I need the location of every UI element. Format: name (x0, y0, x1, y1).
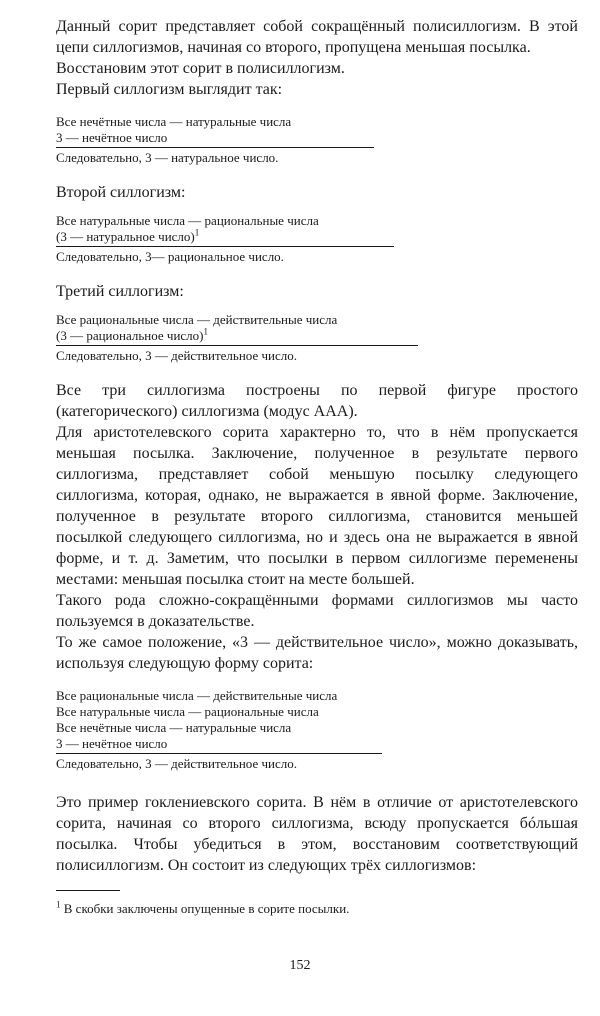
paragraph-usage-note: Такого рода сложно-сокращёнными формами силлогизмов мы часто пользуемся в доказательстве. (56, 592, 578, 630)
syllogism-2-minor-premise (56, 229, 394, 247)
paragraph-alternative-proof: То же самое положение, «3 — действительное число», можно доказывать, используя следующую форму сорита: (56, 634, 578, 672)
syllogism-3-major-premise: Все рациональные числа — действительные числа (56, 312, 338, 327)
footnote-text: В скобки заключены опущенные в сорите посылки. (63, 901, 350, 916)
footnote-divider (56, 890, 120, 891)
sorites-premise-1: Все рациональные числа — действительные числа (56, 688, 338, 703)
syllogism-1-conclusion: Следовательно, 3 — натуральное число. (56, 150, 279, 165)
syllogism-2-conclusion: Следовательно, 3— рациональное число. (56, 249, 284, 264)
syllogism-1 (56, 114, 578, 166)
footnote-mark: 1 (56, 899, 61, 910)
syllogism-2 (56, 213, 578, 265)
paragraph-third-syllogism-heading: Третий силлогизм: (56, 283, 184, 300)
page-number: 152 (289, 958, 311, 973)
sorites-conclusion: Следовательно, 3 — действительное число. (56, 756, 297, 771)
paragraph-intro: Данный сорит представляет собой сокращённый полисиллогизм. В этой цепи силлогизмов, начиная со второго, пропущена меньшая посылка. (56, 18, 578, 56)
page-content (56, 16, 578, 917)
syllogism-3-minor-premise (56, 328, 418, 346)
sorites-premise-3: Все нечётные числа — натуральные числа (56, 720, 292, 735)
syllogism-3-conclusion: Следовательно, 3 — действительное число. (56, 348, 297, 363)
paragraph-restore: Восстановим этот сорит в полисиллогизм. (56, 60, 345, 77)
sorites-premise-2: Все натуральные числа — рациональные числа (56, 704, 319, 719)
syllogism-1-major-premise: Все нечётные числа — натуральные числа (56, 114, 292, 129)
paragraph-first-syllogism-heading: Первый силлогизм выглядит так: (56, 81, 283, 98)
paragraph-aristotelian-sorites: Для аристотелевского сорита характерно то, что в нём пропускается меньшая посылка. Заключение, полученное в результате первого силлогизма, представляет собой меньшую посылку следующего силлогизма, которая, однако, не выражается в явной форме. Заключение, полученное в результате второго силлогизма, становится меньшей посылкой следующего силлогизма, но и здесь она не выражается в явной форме, и т. д. Заметим, что посылки в первом силлогизме переменены местами: меньшая посылка стоит на месте большей. (56, 424, 578, 588)
footnote (56, 901, 578, 917)
syllogism-1-minor-premise: 3 — нечётное число (56, 130, 374, 148)
syllogism-3-minor-premise-text: (3 — рациональное число) (56, 328, 204, 343)
syllogism-2-major-premise: Все натуральные числа — рациональные числа (56, 213, 319, 228)
syllogism-2-minor-premise-text: (3 — натуральное число) (56, 229, 195, 244)
goclenian-sorites (56, 688, 578, 772)
syllogism-3 (56, 312, 578, 364)
footnote-reference: 1 (203, 326, 208, 337)
paragraph-second-syllogism-heading: Второй силлогизм: (56, 184, 186, 201)
footnote-reference: 1 (194, 227, 200, 238)
sorites-premise-4: 3 — нечётное число (56, 736, 382, 754)
paragraph-figure-note: Все три силлогизма построены по первой фигуре простого (категорического) силлогизма (модус AAA). (56, 382, 578, 420)
paragraph-goclenian-explanation: Это пример гоклениевского сорита. В нём в отличие от аристотелевского сорита, начиная со второго силлогизма, всюду пропускается бóльшая посылка. Чтобы убедиться в этом, восстановим соответствующий полисиллогизм. Он состоит из следующих трёх силлогизмов: (56, 794, 578, 874)
